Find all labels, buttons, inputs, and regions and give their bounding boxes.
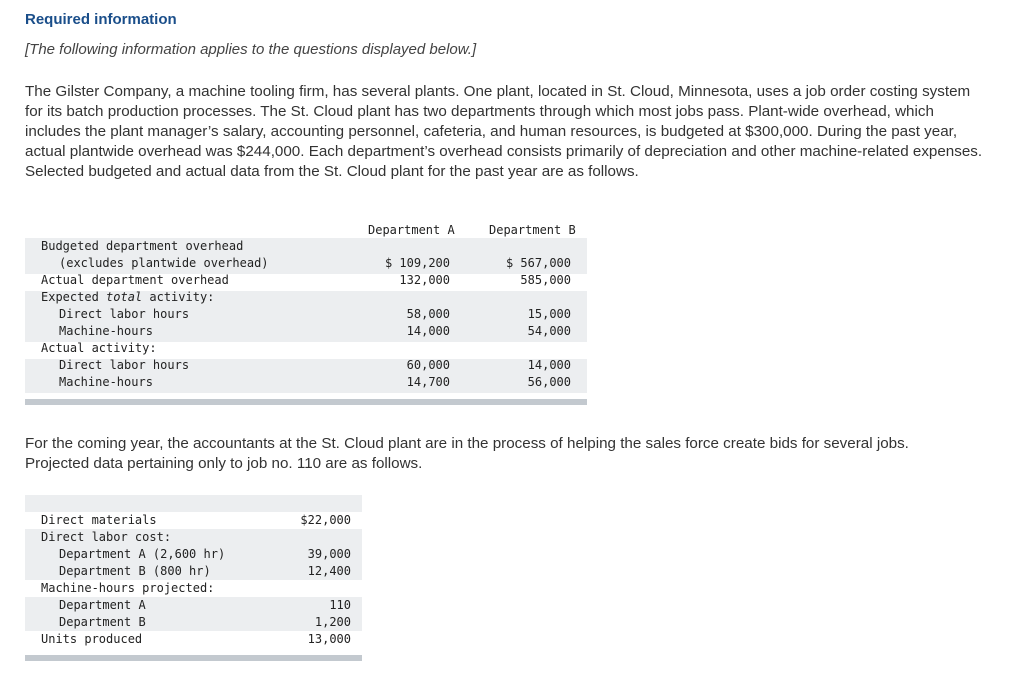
job-110-data-table <box>25 495 362 665</box>
paragraph-job-110-intro: For the coming year, the accountants at the St. Cloud plant are in the process of helping the sales force create bids for several jobs. Projected data pertaining only to job no. 110 are as follows. <box>25 435 909 472</box>
cell-dept-b-mh: 1,200 <box>314 615 351 629</box>
table-bottom-rule <box>25 655 362 661</box>
cell-actual-a: 132,000 <box>399 273 450 287</box>
cell-units-produced: 13,000 <box>307 632 351 646</box>
row-label-units-produced: Units produced <box>41 632 143 646</box>
cell-direct-materials: $22,000 <box>300 513 351 527</box>
cell-actual-mh-b: 56,000 <box>527 375 571 389</box>
column-header-department-b: Department B <box>489 223 576 237</box>
paragraph-company-description: The Gilster Company, a machine tooling firm, has several plants. One plant, located in St. Cloud, Minnesota, uses a job order costing system for its batch production processes. The St. Cloud plant has two departments through which most jobs pass. Plant-wide overhead, which includes the plant manager’s salary, accounting personnel, cafeteria, and human resources, is budgeted at $300,000. During the past year, actual plantwide overhead was $244,000. Each department’s overhead consists primarily of depreciation and other machine-related expenses. Selected budgeted and actual data from the St. Cloud plant for the past year are as follows. <box>25 83 983 180</box>
cell-actual-b: 585,000 <box>520 273 571 287</box>
row-label-direct-materials: Direct materials <box>41 513 157 527</box>
cell-actual-dlh-a: 60,000 <box>406 358 450 372</box>
intro-note: [The following information applies to the questions displayed below.] <box>25 41 477 58</box>
cell-dept-a-mh: 110 <box>329 598 351 612</box>
table-row-band <box>25 495 362 512</box>
cell-expected-dlh-a: 58,000 <box>406 307 450 321</box>
cell-expected-mh-b: 54,000 <box>527 324 571 338</box>
row-label-expected-mh: Machine-hours <box>59 324 153 338</box>
cell-dept-b-labor: 12,400 <box>307 564 351 578</box>
row-label-expected-activity: Expected total activity: <box>41 290 215 304</box>
cell-budgeted-b: $ 567,000 <box>505 256 571 270</box>
cell-budgeted-a: $ 109,200 <box>384 256 450 270</box>
row-label-excludes-plantwide: (excludes plantwide overhead) <box>59 256 269 270</box>
cell-actual-dlh-b: 14,000 <box>527 358 571 372</box>
cell-expected-dlh-b: 15,000 <box>527 307 571 321</box>
cell-expected-mh-a: 14,000 <box>406 324 450 338</box>
row-label-actual-activity: Actual activity: <box>41 341 157 355</box>
column-header-department-a: Department A <box>368 223 455 237</box>
row-label-dept-b-labor: Department B (800 hr) <box>59 564 211 578</box>
overhead-data-table <box>25 221 587 407</box>
row-label-machine-hours-projected: Machine-hours projected: <box>41 581 215 595</box>
row-label-actual-mh: Machine-hours <box>59 375 153 389</box>
cell-actual-mh-a: 14,700 <box>406 375 450 389</box>
row-label-direct-labor-cost: Direct labor cost: <box>41 530 172 544</box>
row-label-expected-dlh: Direct labor hours <box>59 307 190 321</box>
cell-dept-a-labor: 39,000 <box>307 547 351 561</box>
row-label-budgeted-overhead: Budgeted department overhead <box>41 239 244 253</box>
row-label-dept-a-labor: Department A (2,600 hr) <box>59 547 226 561</box>
required-information-heading: Required information <box>25 11 177 28</box>
table-bottom-rule <box>25 399 587 405</box>
row-label-actual-dlh: Direct labor hours <box>59 358 190 372</box>
row-label-dept-b-mh: Department B <box>59 615 146 629</box>
row-label-actual-overhead: Actual department overhead <box>41 273 229 287</box>
row-label-dept-a-mh: Department A <box>59 598 146 612</box>
